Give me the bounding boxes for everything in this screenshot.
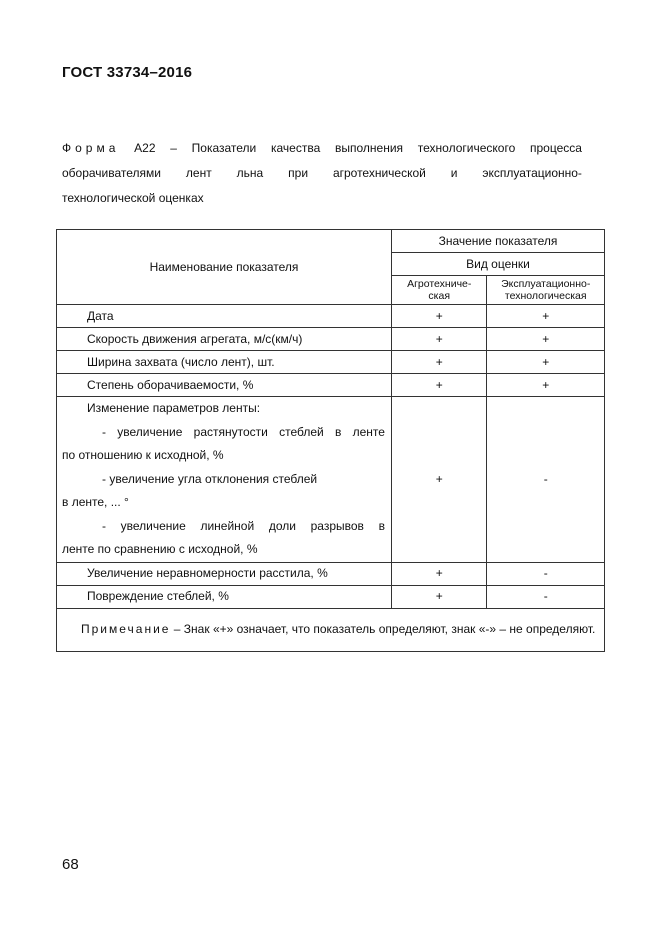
multi-sub3	[57, 515, 391, 539]
multi-word: в	[378, 518, 385, 533]
note-label: Примечание	[81, 622, 171, 636]
caption-line-1	[62, 136, 582, 161]
row-agro: +	[392, 305, 487, 328]
row-expl	[487, 397, 605, 563]
page-number: 68	[62, 856, 79, 873]
row-name-multiline	[57, 397, 392, 563]
table-row	[57, 585, 605, 608]
caption-word: оборачивателями	[62, 166, 161, 180]
multi-expl-value: -	[543, 471, 548, 486]
caption-word: выполнения	[335, 141, 404, 155]
multi-agro-value: +	[435, 471, 443, 486]
multi-word: -	[102, 424, 106, 439]
form-caption	[62, 136, 582, 211]
header-assessment-kind: Вид оценки	[392, 253, 605, 276]
row-agro: +	[392, 351, 487, 374]
multi-title: Изменение параметров ленты:	[87, 401, 261, 415]
header-agrotechnical	[392, 276, 487, 305]
caption-word: лент	[185, 166, 212, 180]
row-agro: +	[392, 585, 487, 608]
caption-line-3: технологической оценках	[62, 191, 204, 205]
multi-sub2: - увеличение угла отклонения стеблей	[102, 471, 318, 486]
row-expl: +	[487, 305, 605, 328]
caption-word: качества	[271, 141, 321, 155]
multi-sub2-cont: в ленте, ... °	[62, 495, 129, 509]
table-row	[57, 374, 605, 397]
indicators-table	[56, 229, 605, 652]
multi-word: растянутости	[193, 424, 268, 439]
multi-sub1	[57, 421, 391, 445]
header-expl-text: Эксплуатационно- технологическая	[501, 278, 591, 302]
table-row-multiline	[57, 397, 605, 563]
header-operational	[487, 276, 605, 305]
header-indicator-name: Наименование показателя	[57, 230, 392, 305]
caption-form-word: Форма	[62, 141, 120, 155]
multi-word: линейной	[200, 518, 255, 533]
header-indicator-value: Значение показателя	[392, 230, 605, 253]
row-agro: +	[392, 328, 487, 351]
multi-word: увеличение	[120, 518, 186, 533]
table-note-row	[57, 608, 605, 651]
caption-line-2	[62, 161, 582, 186]
row-agro: +	[392, 374, 487, 397]
caption-word: процесса	[530, 141, 582, 155]
table-note	[57, 608, 605, 651]
document-header: ГОСТ 33734–2016	[62, 64, 193, 81]
caption-word: эксплуатационно-	[482, 166, 582, 180]
row-expl: -	[487, 585, 605, 608]
multi-word: -	[102, 518, 106, 533]
header-agro-text: Агротехниче- ская	[407, 278, 472, 302]
table-row	[57, 305, 605, 328]
caption-word: А22	[134, 141, 156, 155]
multi-word: увеличение	[117, 424, 183, 439]
row-name: Повреждение стеблей, %	[57, 585, 392, 608]
caption-word: при	[288, 166, 309, 180]
multi-word: доли	[268, 518, 296, 533]
multi-word: ленте	[352, 424, 385, 439]
row-name: Степень оборачиваемости, %	[57, 374, 392, 397]
caption-word: Показатели	[191, 141, 257, 155]
row-name: Увеличение неравномерности расстила, %	[57, 562, 392, 585]
multi-sub3-cont: ленте по сравнению с исходной, %	[62, 542, 258, 556]
multi-word: в	[334, 424, 342, 439]
row-expl: +	[487, 328, 605, 351]
multi-word: стеблей	[279, 424, 324, 439]
caption-word: агротехнической	[332, 166, 426, 180]
note-text: – Знак «+» означает, что показатель определяют, знак «-» – не определяют.	[170, 622, 596, 636]
multi-sub1-cont: по отношению к исходной, %	[62, 448, 224, 462]
row-agro: +	[392, 562, 487, 585]
table-row	[57, 562, 605, 585]
caption-word: и	[450, 166, 458, 180]
table-row	[57, 328, 605, 351]
table-row	[57, 351, 605, 374]
row-name: Ширина захвата (число лент), шт.	[57, 351, 392, 374]
caption-word: технологического	[417, 141, 516, 155]
caption-word: льна	[236, 166, 264, 180]
row-name: Дата	[57, 305, 392, 328]
row-expl: +	[487, 351, 605, 374]
row-agro	[392, 397, 487, 563]
caption-word: –	[170, 141, 177, 155]
multi-word: разрывов	[310, 518, 364, 533]
row-expl: +	[487, 374, 605, 397]
row-expl: -	[487, 562, 605, 585]
row-name: Скорость движения агрегата, м/с(км/ч)	[57, 328, 392, 351]
